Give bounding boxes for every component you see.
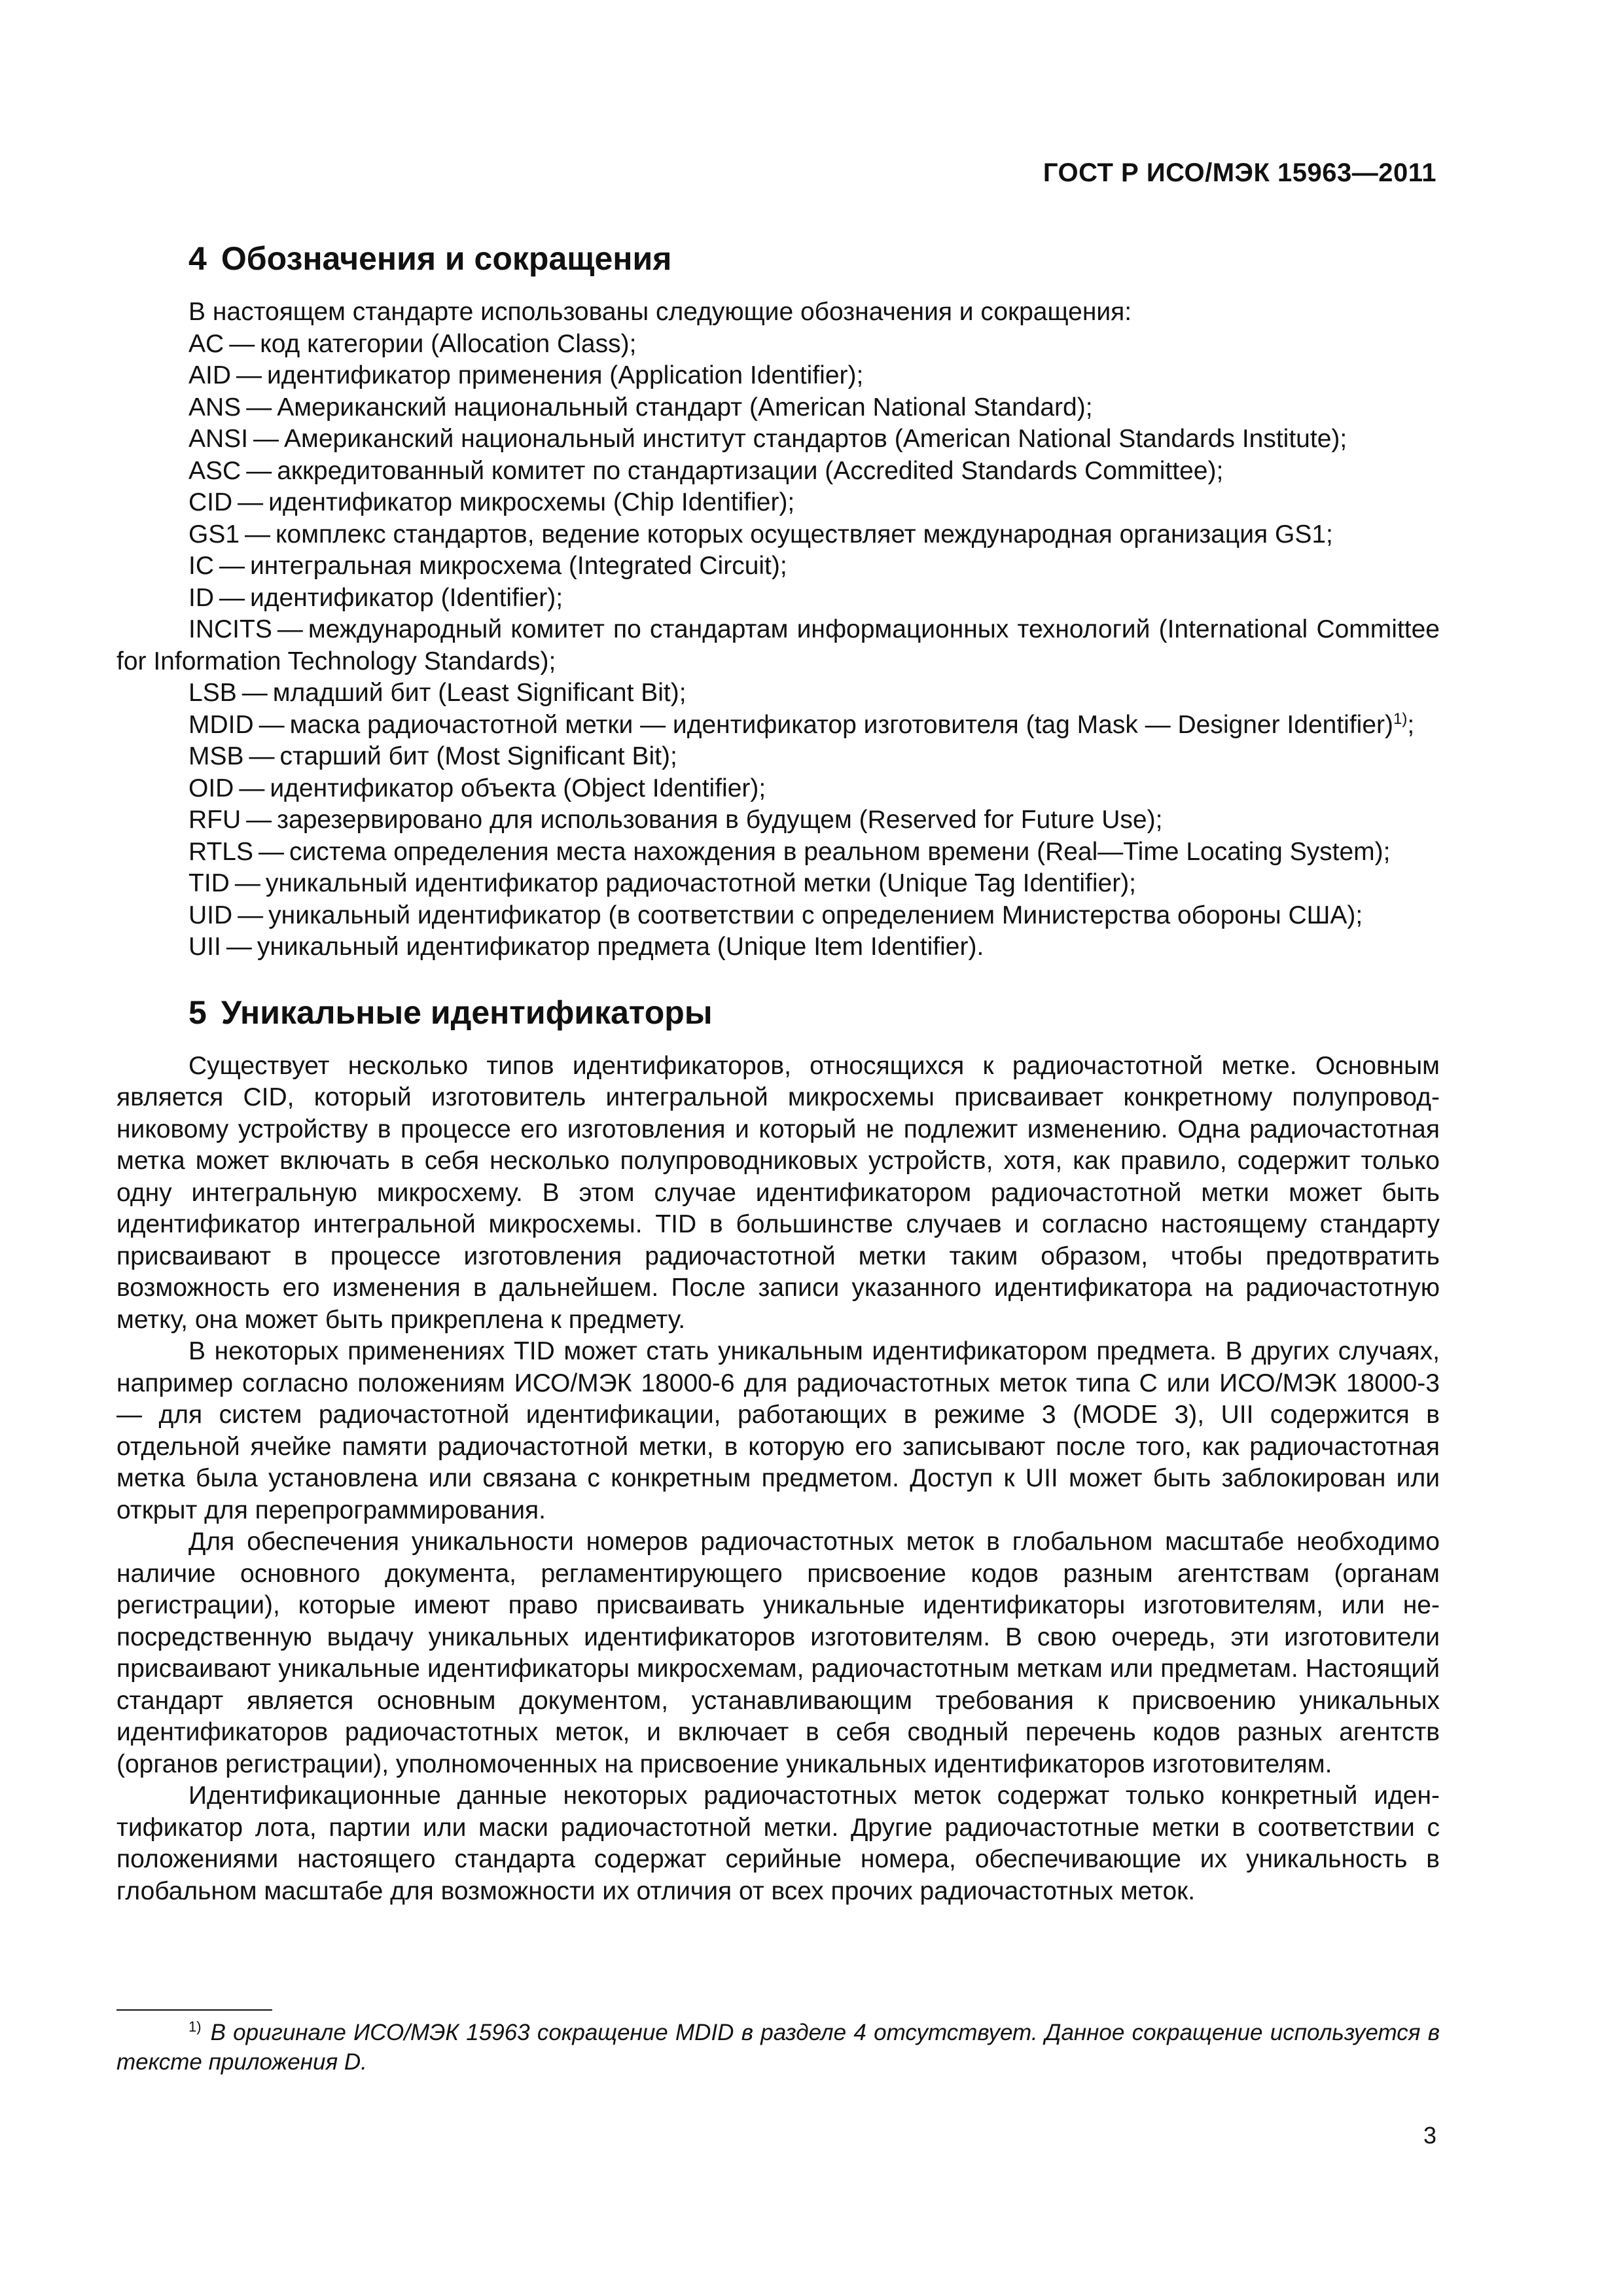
abbreviation-item	[116, 804, 1440, 836]
abbreviation-definition: система определения места нахождения в реальном времени (Real—Time Locating System);	[289, 837, 1391, 866]
abbreviation-definition: идентификатор микросхемы (Chip Identifier);	[268, 488, 795, 516]
abbreviation-definition: комплекс стандартов, ведение которых осуществляет международная организация GS1;	[276, 520, 1333, 548]
abbreviation-definition: код категории (Allocation Class);	[260, 329, 637, 358]
section-number: 5	[188, 994, 207, 1031]
abbreviation-term: AID	[188, 361, 232, 389]
abbreviations-intro: В настоящем стандарте использованы следующие обозначения и сокращения:	[188, 298, 1132, 326]
abbreviation-term: GS1	[188, 520, 240, 548]
footnote-divider	[116, 2009, 272, 2011]
abbreviation-item	[116, 583, 1440, 615]
abbreviation-item	[116, 900, 1440, 932]
footnote-text: В оригинале ИСО/МЭК 15963 сокращение MDID в разделе 4 отсутствует. Данное сокращение используется в тексте приложения D.	[116, 2020, 1440, 2075]
abbreviation-item	[116, 487, 1440, 519]
abbreviation-definition: Американский национальный стандарт (American National Standard);	[277, 393, 1093, 422]
abbreviation-item	[116, 741, 1440, 773]
section-5-heading	[188, 993, 1440, 1032]
abbreviation-definition: идентификатор применения (Application Identifier);	[267, 361, 864, 389]
abbreviation-tail: ;	[1407, 710, 1415, 739]
dash-separator: —	[238, 901, 264, 929]
abbreviation-term: ID	[188, 583, 214, 612]
section-title: Обозначения и сокращения	[221, 240, 672, 277]
abbreviation-term: MDID	[188, 710, 254, 739]
abbreviation-term: AC	[188, 329, 224, 358]
abbreviation-definition: маска радиочастотной метки — идентификатор изготовителя (tag Mask — Designer Identifier)	[289, 710, 1393, 739]
abbreviation-term: TID	[188, 869, 230, 897]
body-paragraph: Для обеспечения уникальности номеров радиочастотных меток в глобальном масштабе необходимо наличие основного документа, регламентирующего присвоение кодов разным агентствам (органам регистрации), которые имеют право присваивать уникальные идентификаторы изготовителям, или непосредственную выдачу уникальных идентификаторов изготовителям. В свою очередь, эти изготовители присваивают уникальные идентификаторы микросхемам, радиочастотным меткам или предметам. Настоящий стандарт является основным документом, устанавливающим требования к присвоению уникальных идентификаторов радиочастотных меток, и включает в себя сводный перечень кодов разных агентств (органов регистрации), уполномоченных на присвоение уникальных идентификаторов изготовителям.	[116, 1528, 1440, 1778]
abbreviation-definition: международный комитет по стандартам информационных технологий (International Committee for Information Technology Standards);	[116, 615, 1440, 675]
dash-separator: —	[234, 869, 260, 897]
abbreviation-definition: интегральная микросхема (Integrated Circuit);	[250, 552, 787, 580]
dash-separator: —	[239, 774, 265, 802]
abbreviation-item	[116, 550, 1440, 583]
abbreviation-definition: идентификатор объекта (Object Identifier);	[270, 774, 766, 802]
abbreviation-term: ASC	[188, 456, 241, 485]
abbreviation-definition: зарезервировано для использования в будущем (Reserved for Future Use);	[277, 806, 1163, 834]
dash-separator: —	[241, 679, 268, 707]
dash-separator: —	[219, 552, 245, 580]
section-title: Уникальные идентификаторы	[221, 994, 713, 1031]
body-paragraph: Существует несколько типов идентификаторов, относящихся к радиочастотной метке. Основным является CID, который изготовитель интегральной микросхемы присваивает конкретному полупроводниковому устройству в процессе его изготовления и который не подлежит изменению. Одна радиочастотная метка может включать в себя несколько полупроводниковых устройств, хотя, как правило, содержит только одну интегральную микросхему. В этом случае идентификатором радиочастотной метки может быть идентификатор интегральной микросхемы. TID в большинстве случаев и согласно настоящему стандарту присваивают в процессе изготовления радиочастотной метки таким образом, чтобы предотвратить возможность его изменения в дальнейшем. После записи указанного идентификатора на радиочастотную метку, она может быть прикреплена к предмету.	[116, 1051, 1440, 1334]
dash-separator: —	[245, 520, 271, 548]
dash-separator: —	[219, 583, 245, 612]
section-number: 4	[188, 240, 207, 277]
page-content	[116, 239, 1440, 1907]
dash-separator: —	[236, 361, 262, 389]
abbreviation-term: INCITS	[188, 615, 272, 643]
footnote-reference[interactable]: 1)	[1393, 709, 1408, 728]
dash-separator: —	[246, 806, 272, 834]
abbreviation-item	[116, 519, 1440, 551]
dash-separator: —	[249, 742, 275, 770]
abbreviation-definition: уникальный идентификатор (в соответствии с определением Министерства обороны США);	[268, 901, 1363, 929]
abbreviation-item	[116, 836, 1440, 869]
abbreviation-definition: аккредитованный комитет по стандартизации (Accredited Standards Committee);	[277, 456, 1224, 485]
dash-separator: —	[226, 933, 252, 961]
abbreviation-term: RTLS	[188, 837, 253, 866]
abbreviation-item	[116, 329, 1440, 361]
abbreviation-term: UII	[188, 933, 221, 961]
abbreviation-item	[116, 614, 1440, 677]
dash-separator: —	[259, 710, 285, 739]
abbreviation-term: RFU	[188, 806, 241, 834]
abbreviation-term: ANS	[188, 393, 241, 422]
page-number: 3	[1423, 2122, 1436, 2149]
abbreviation-item	[116, 931, 1440, 963]
abbreviation-item	[116, 360, 1440, 392]
dash-separator: —	[259, 837, 284, 866]
abbreviations-list	[116, 329, 1440, 963]
body-paragraph: Идентификационные данные некоторых радиочастотных меток содержат только конкретный идентификатор лота, партии или маски радиочастотной метки. Другие радиочастотные метки в соответствии с положениями настоящего стандарта содержат серийные номера, обеспечивающие их уникальность в глобальном масштабе для возможности их отличия от всех прочих радиочастотных меток.	[116, 1782, 1440, 1905]
abbreviation-item	[116, 773, 1440, 805]
abbreviation-item	[116, 709, 1440, 742]
abbreviation-term: MSB	[188, 742, 244, 770]
abbreviation-item	[116, 423, 1440, 456]
footnote	[116, 2018, 1440, 2077]
abbreviation-definition: идентификатор (Identifier);	[250, 583, 563, 612]
abbreviation-definition: уникальный идентификатор радиочастотной метки (Unique Tag Identifier);	[265, 869, 1137, 897]
abbreviation-term: OID	[188, 774, 234, 802]
abbreviation-definition: Американский национальный институт стандартов (American National Standards Institute);	[284, 425, 1347, 453]
abbreviation-term: CID	[188, 488, 233, 516]
section-4-heading	[188, 239, 1440, 278]
abbreviation-definition: уникальный идентификатор предмета (Unique Item Identifier).	[257, 933, 984, 961]
abbreviation-item	[116, 456, 1440, 488]
abbreviation-definition: младший бит (Least Significant Bit);	[272, 679, 687, 707]
abbreviation-item	[116, 868, 1440, 900]
dash-separator: —	[277, 615, 303, 643]
abbreviation-term: ANSI	[188, 425, 249, 453]
abbreviation-term: UID	[188, 901, 233, 929]
abbreviation-term: LSB	[188, 679, 237, 707]
abbreviation-item	[116, 392, 1440, 424]
body-paragraph: В некоторых применениях TID может стать уникальным идентификатором предмета. В других случаях, например согласно положениям ИСО/МЭК 18000-6 для радиочастотных меток типа C или ИСО/МЭК 18000-3 — для систем радиочастотной идентификации, работающих в режиме 3 (MODE 3), UII содержится в отдельной ячейке памяти радиочастотной метки, в которую его записывают после того, как радиочастотная метка была установлена или связана с конкретным предметом. Доступ к UII может быть заблокирован или открыт для перепрограммирования.	[116, 1337, 1440, 1524]
dash-separator: —	[229, 329, 255, 358]
footnote-marker: 1)	[188, 2018, 202, 2036]
abbreviation-definition: старший бит (Most Significant Bit);	[279, 742, 677, 770]
dash-separator: —	[253, 425, 279, 453]
abbreviation-term: IC	[188, 552, 214, 580]
abbreviation-item	[116, 677, 1440, 709]
document-header: ГОСТ Р ИСО/МЭК 15963—2011	[1043, 158, 1436, 187]
dash-separator: —	[246, 393, 272, 422]
dash-separator: —	[246, 456, 272, 485]
dash-separator: —	[238, 488, 264, 516]
